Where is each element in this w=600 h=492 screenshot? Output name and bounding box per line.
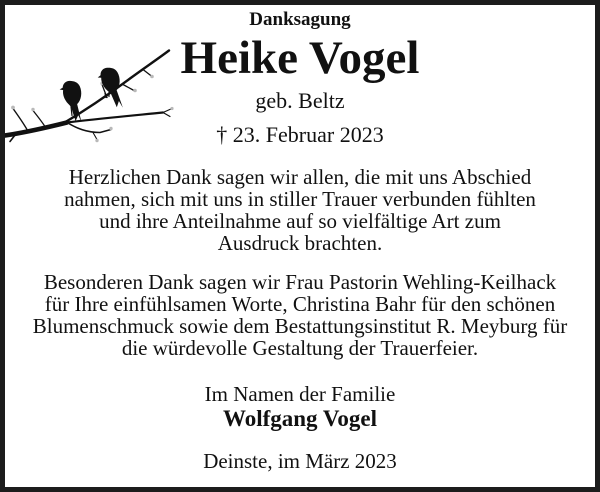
- maiden-name: geb. Beltz: [255, 88, 345, 113]
- paragraph-line: Besonderen Dank sagen wir Frau Pastorin Wehling-Keilhack: [43, 270, 557, 294]
- paragraph-line: die würdevolle Gestaltung der Trauerfeier.: [121, 336, 479, 360]
- family-attribution: Im Namen der Familie: [204, 382, 396, 406]
- family-signature: Wolfgang Vogel: [222, 406, 377, 431]
- paragraph-line: nahmen, sich mit uns in stiller Trauer verbunden fühlten: [64, 187, 536, 211]
- paragraph-line: Ausdruck brachten.: [217, 231, 383, 255]
- paragraph-line: für Ihre einfühlsamen Worte, Christina Bahr für den schönen: [44, 292, 556, 316]
- paragraph-line: Blumenschmuck sowie dem Bestattungsinstitut R. Meyburg für: [32, 314, 568, 338]
- place-date: Deinste, im März 2023: [203, 449, 397, 473]
- deceased-name: Heike Vogel: [180, 32, 420, 84]
- death-date: † 23. Februar 2023: [216, 122, 384, 147]
- paragraph-line: und ihre Anteilnahme auf so vielfältige Art zum: [99, 209, 501, 233]
- notice-type-label: Danksagung: [249, 9, 351, 30]
- thanks-paragraph: [5, 166, 595, 254]
- special-thanks-paragraph: [5, 271, 595, 359]
- paragraph-line: Herzlichen Dank sagen wir allen, die mit uns Abschied: [68, 165, 532, 189]
